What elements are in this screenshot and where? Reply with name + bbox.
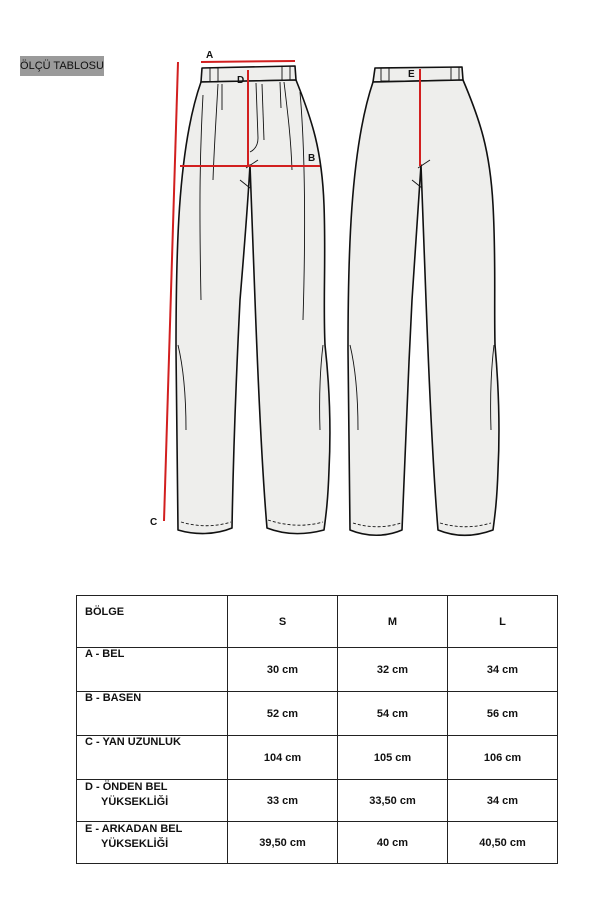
table-row: [77, 822, 558, 864]
label-d: D: [237, 75, 245, 86]
cell-s: 52 cm: [228, 692, 338, 736]
table-row: [77, 648, 558, 692]
table-row: [77, 692, 558, 736]
table-header-row: [77, 596, 558, 648]
row-label: B - BASEN: [77, 692, 228, 736]
row-label-line2: YÜKSEKLİĞİ: [101, 838, 169, 850]
label-e: E: [408, 69, 415, 80]
cell-l: 40,50 cm: [448, 822, 558, 864]
cell-m: 33,50 cm: [338, 780, 448, 822]
row-label-line1: E - ARKADAN BEL: [85, 823, 183, 835]
row-label-line2: YÜKSEKLİĞİ: [101, 796, 169, 808]
back-trousers-illustration: [348, 67, 499, 535]
cell-l: 56 cm: [448, 692, 558, 736]
table-row: [77, 780, 558, 822]
cell-m: 32 cm: [338, 648, 448, 692]
cell-s: 104 cm: [228, 736, 338, 780]
cell-l: 106 cm: [448, 736, 558, 780]
row-label-line1: D - ÖNDEN BEL: [85, 781, 168, 793]
row-label: [77, 822, 228, 864]
cell-l: 34 cm: [448, 780, 558, 822]
header-region: BÖLGE: [77, 596, 228, 648]
label-b: B: [308, 153, 316, 164]
cell-m: 54 cm: [338, 692, 448, 736]
size-table: [76, 595, 558, 864]
header-size-l: L: [448, 596, 558, 648]
cell-m: 105 cm: [338, 736, 448, 780]
cell-s: 39,50 cm: [228, 822, 338, 864]
cell-s: 30 cm: [228, 648, 338, 692]
header-size-m: M: [338, 596, 448, 648]
header-size-s: S: [228, 596, 338, 648]
label-a: A: [206, 50, 214, 61]
table-row: [77, 736, 558, 780]
cell-m: 40 cm: [338, 822, 448, 864]
label-c: C: [150, 517, 158, 528]
size-chart-tag: ÖLÇÜ TABLOSU: [20, 56, 104, 76]
cell-l: 34 cm: [448, 648, 558, 692]
measure-line-a: [201, 61, 295, 62]
front-trousers-illustration: [176, 66, 330, 534]
cell-s: 33 cm: [228, 780, 338, 822]
row-label: C - YAN UZUNLUK: [77, 736, 228, 780]
row-label: [77, 780, 228, 822]
row-label: A - BEL: [77, 648, 228, 692]
